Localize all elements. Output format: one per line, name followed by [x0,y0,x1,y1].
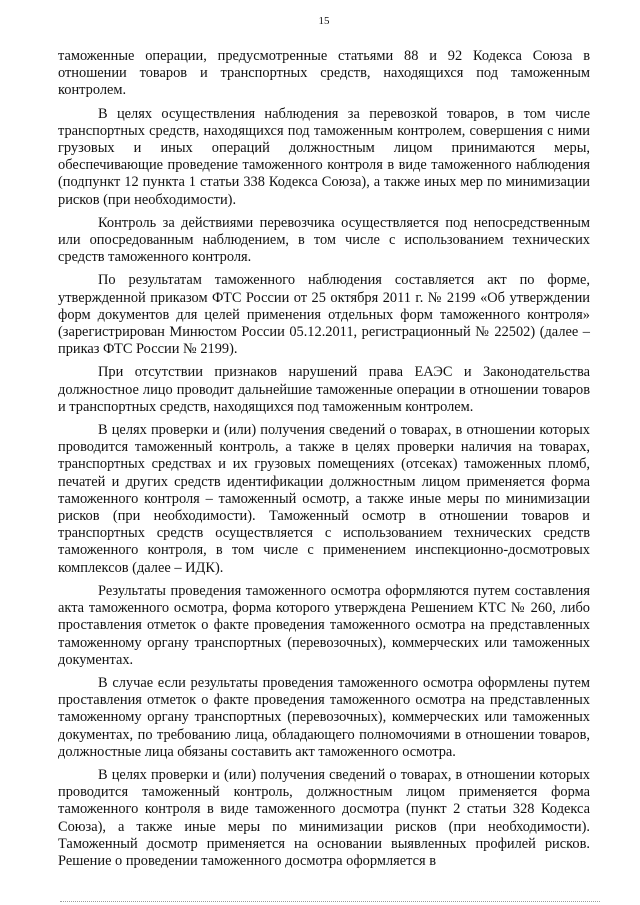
scan-edge-divider [60,900,600,902]
paragraph-customs-examination: В целях проверки и (или) получения сведений о товарах, в отношении которых проводится таможенный контроль, должностным лицом применяется форма таможенного контроля в виде таможенного досмотра (пункт 2 статьи 328 Кодекса Союза), а также иные меры по минимизации рисков (при необходимости). Таможенный досмотр применяется на основании выявленных профилей рисков. Решение о проведении таможенного досмотра оформляется в [58,766,590,869]
paragraph-continuation: таможенные операции, предусмотренные статьями 88 и 92 Кодекса Союза в отношении товаров и транспортных средств, находящихся под таможенным контролем. [58,48,590,99]
paragraph-inspection-act-request: В случае если результаты проведения таможенного осмотра оформлены путем проставления отметок о факте проведения таможенного осмотра на представленных таможенному органу транспортных (перевозочных), коммерческих или таможенных документах, по требованию лица, обладающего полномочиями в отношении товаров, должностные лица обязаны составить акт таможенного осмотра. [58,674,590,760]
paragraph-no-violations: При отсутствии признаков нарушений права ЕАЭС и Законодательства должностное лицо проводит дальнейшие таможенные операции в отношении товаров и транспортных средств, находящихся под таможенным контролем. [58,364,590,415]
paragraph-inspection-results: Результаты проведения таможенного осмотра оформляются путем составления акта таможенного осмотра, форма которого утверждена Решением КТС № 260, либо проставления отметок о факте проведения таможенного осмотра на представленных таможенному органу транспортных (перевозочных), коммерческих или таможенных документах. [58,582,590,668]
paragraph-customs-inspection: В целях проверки и (или) получения сведений о товарах, в отношении которых проводится таможенный контроль, а также в целях проверки наличия на товарах, транспортных средствах и их грузовых помещениях (отсеках) таможенных пломб, печатей и других средств идентификации должностным лицом применяется форма таможенного контроля – таможенный осмотр, а также иные меры по минимизации рисков (при необходимости). Таможенный осмотр в отношении товаров и транспортных средств осуществляется с использованием технических средств таможенного контроля, в том числе с применением инспекционно-досмотровых комплексов (далее – ИДК). [58,422,590,576]
paragraph-carrier-control: Контроль за действиями перевозчика осуществляется под непосредственным или опосредованным наблюдением, в том числе с использованием технических средств таможенного контроля. [58,214,590,266]
document-body [58,48,590,870]
paragraph-customs-surveillance: В целях осуществления наблюдения за перевозкой товаров, в том числе транспортных средств, находящихся под таможенным контролем, совершения с ними грузовых и иных операций должностным лицом принимаются меры, обеспечивающие проведение таможенного контроля в виде таможенного наблюдения (подпункт 12 пункта 1 статьи 338 Кодекса Союза), а также иных мер по минимизации рисков (при необходимости). [58,105,590,208]
paragraph-surveillance-act: По результатам таможенного наблюдения составляется акт по форме, утвержденной приказом ФТС России от 25 октября 2011 г. № 2199 «Об утверждении форм документов для целей применения отдельных форм таможенного контроля» (зарегистрирован Минюстом России 05.12.2011, регистрационный № 22502) (далее – приказ ФТС России № 2199). [58,272,590,358]
page-number: 15 [318,15,330,27]
